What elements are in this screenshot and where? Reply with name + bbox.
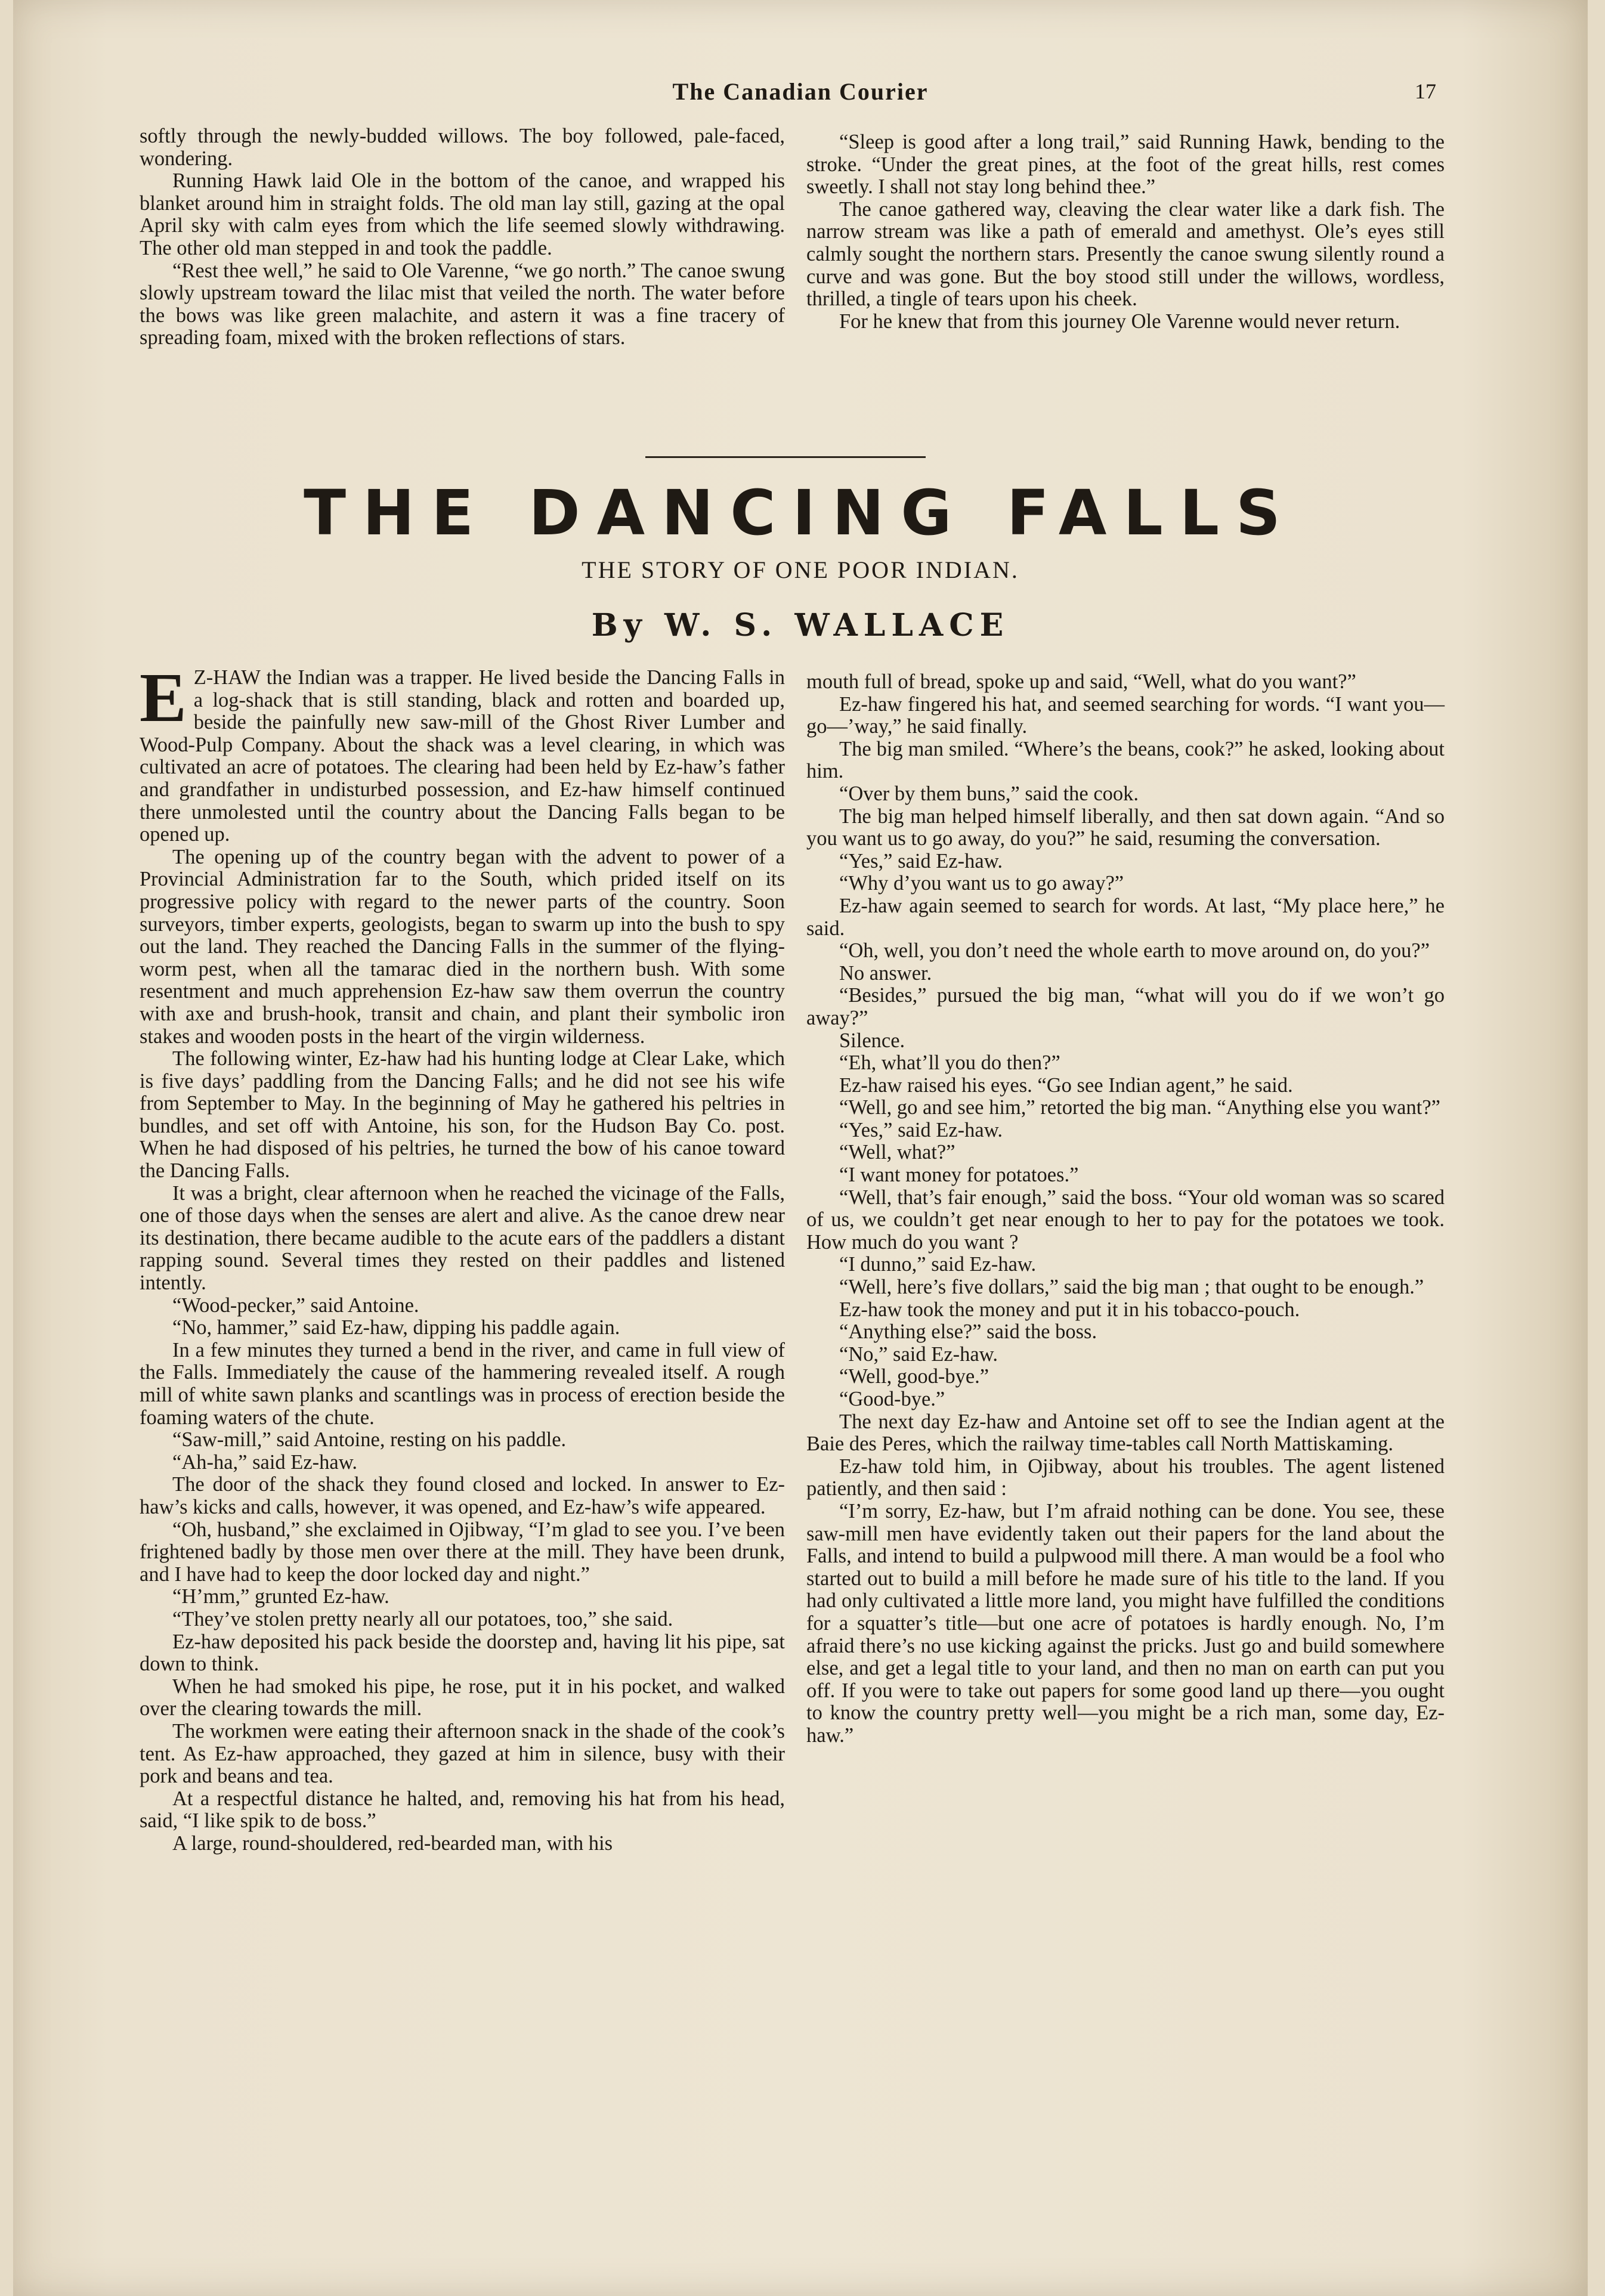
paragraph: The opening up of the country began with the advent to power of a Provincial Administration far to the South, which prided itself on its progressive policy with regard to the newer parts of the country. Soon surveyors, timber experts, geologists, began to swarm up into the bush to spy out the land. They reached the Dancing Falls in the summer of the flying-worm pest, when all the tamarac died in the northern bush. With some resentment and much apprehension Ez-haw saw them overrun the country with axe and brush-hook, transit and chain, and plant their symbolic iron stakes and wooden posts in the heart of the virgin wilderness.: [140, 845, 785, 1048]
paragraph: The next day Ez-haw and Antoine set off to see the Indian agent at the Baie des Peres, which the railway time-tables call North Mattiskaming.: [806, 1410, 1445, 1456]
previous-story-left-column: [140, 125, 785, 349]
paragraph: Ez-haw took the money and put it in his tobacco-pouch.: [839, 1298, 1300, 1321]
paragraph: The workmen were eating their afternoon snack in the shade of the cook’s tent. As Ez-haw approached, they gazed at him in silence, busy with their pork and beans and tea.: [140, 1719, 785, 1788]
drop-cap: E: [140, 658, 187, 737]
paragraph: “Why d’you want us to go away?”: [839, 872, 1124, 895]
paragraph: Ez-haw deposited his pack beside the doorstep and, having lit his pipe, sat down to think.: [140, 1630, 785, 1676]
paragraph: “H’mm,” grunted Ez-haw.: [172, 1585, 389, 1608]
running-header-title: The Canadian Courier: [672, 78, 929, 105]
paragraph: “Sleep is good after a long trail,” said Running Hawk, bending to the stroke. “Under the great pines, at the foot of the great hills, rest comes sweetly. I shall not stay long behind thee.”: [806, 131, 1445, 199]
paragraph: “Ah-ha,” said Ez-haw.: [172, 1450, 358, 1474]
paragraph: The big man smiled. “Where’s the beans, cook?” he asked, looking about him.: [806, 737, 1445, 783]
paragraph: “Wood-pecker,” said Antoine.: [172, 1294, 419, 1317]
paragraph: “Over by them buns,” said the cook.: [839, 782, 1139, 805]
paragraph: “Eh, what’ll you do then?”: [839, 1051, 1060, 1075]
paragraph: At a respectful distance he halted, and, removing his hat from his head, said, “I like spik to de boss.”: [140, 1787, 785, 1833]
paragraph: “Besides,” pursued the big man, “what will you do if we won’t go away?”: [806, 984, 1445, 1029]
paragraph: It was a bright, clear afternoon when he reached the vicinage of the Falls, one of those days when the senses are alert and alive. As the canoe drew near its destination, there became audible to the acute ears of the paddlers a distant rapping sound. Several times they rested on their paddles and listened intently.: [140, 1181, 785, 1295]
paragraph: Ez-haw raised his eyes. “Go see Indian agent,” he said.: [839, 1073, 1293, 1097]
paragraph: Ez-haw told him, in Ojibway, about his troubles. The agent listened patiently, and then said :: [806, 1455, 1445, 1500]
article-subtitle: THE STORY OF ONE POOR INDIAN.: [582, 556, 1019, 583]
paragraph: “No, hammer,” said Ez-haw, dipping his paddle again.: [172, 1316, 620, 1339]
paragraph: The big man helped himself liberally, and then sat down again. “And so you want us to go away, do you?” he said, resuming the conversation.: [806, 804, 1445, 850]
paragraph: mouth full of bread, spoke up and said, “Well, what do you want?”: [806, 670, 1356, 693]
paragraph: The following winter, Ez-haw had his hunting lodge at Clear Lake, which is five days’ paddling from the Dancing Falls; and he did not see his wife from September to May. In the beginning of May he gathered his peltries in bundles, and set off with Antoine, his son, for the Hudson Bay Co. post. When he had disposed of his peltries, he turned the bow of his canoe toward the Dancing Falls.: [140, 1047, 785, 1183]
paragraph: “Well, that’s fair enough,” said the boss. “Your old woman was so scared of us, we couldn’t get near enough to her to pay for the potatoes we took. How much do you want ?: [806, 1186, 1445, 1254]
paragraph: “Anything else?” said the boss.: [839, 1320, 1097, 1344]
previous-story-right-column: [806, 131, 1445, 333]
paragraph: A large, round-shouldered, red-bearded man, with his: [172, 1831, 613, 1855]
paragraph: Ez-haw again seemed to search for words. At last, “My place here,” he said.: [806, 894, 1445, 940]
paragraph: Ez-haw fingered his hat, and seemed searching for words. “I want you—go—’way,” he said finally.: [806, 692, 1445, 738]
article-title: THE DANCING FALLS: [304, 476, 1297, 549]
paragraph: “No,” said Ez-haw.: [839, 1342, 998, 1366]
paragraph: “Oh, husband,” she exclaimed in Ojibway, “I’m glad to see you. I’ve been frightened badly by those men over there at the mill. They have been drunk, and I have had to keep the door locked day and night.”: [140, 1518, 785, 1586]
paragraph: No answer.: [839, 961, 932, 985]
paragraph: The door of the shack they found closed and locked. In answer to Ez-haw’s kicks and calls, however, it was opened, and Ez-haw’s wife appeared.: [140, 1473, 785, 1518]
first-paragraph-text: Z-HAW the Indian was a trapper. He lived beside the Dancing Falls in a log-shack that is still standing, black and rotten and boarded up, beside the painfully new saw-mill of the Ghost River Lumber and Wood-Pulp Company. About the shack was a level clearing, in which was cultivated an acre of potatoes. The clearing had been held by Ez-haw’s father and grandfather in undisturbed possession, and Ez-haw himself continued there unmolested until the country about the Dancing Falls began to be opened up.: [140, 666, 785, 846]
paragraph: “I want money for potatoes.”: [839, 1164, 1079, 1187]
first-paragraph: [140, 658, 785, 846]
paragraph: “They’ve stolen pretty nearly all our potatoes, too,” she said.: [172, 1607, 673, 1630]
paragraph: “Saw-mill,” said Antoine, resting on his paddle.: [172, 1428, 567, 1452]
article-right-column: [806, 671, 1445, 1747]
article-left-column: [140, 658, 785, 1855]
paragraph: “I’m sorry, Ez-haw, but I’m afraid nothing can be done. You see, these saw-mill men have evidently taken out their papers for the land about the Falls, and intend to build a pulpwood mill there. A man would be a fool who started out to build a mill before he made sure of his title to the land. If you had only cultivated a little more land, you might have fulfilled the conditions for a squatter’s title—but one acre of potatoes is hardly enough. No, I’m afraid there’s no use kicking against the pricks. Just go and build somewhere else, and get a legal title to your land, and then no man on earth can put you off. If you were to take out papers for some good land up there—you ought to know the country pretty well—you might be a rich man, some day, Ez-haw.”: [806, 1499, 1445, 1747]
magazine-page: [13, 0, 1588, 2296]
article-byline: By W. S. WALLACE: [591, 607, 1010, 643]
paragraph: “I dunno,” said Ez-haw.: [839, 1253, 1037, 1276]
paragraph: For he knew that from this journey Ole Varenne would never return.: [839, 310, 1400, 333]
paragraph: Silence.: [839, 1029, 905, 1052]
section-divider-rule: [645, 456, 926, 458]
paragraph: “Well, what?”: [839, 1141, 955, 1164]
paragraph: softly through the newly-budded willows. The boy followed, pale-faced, wondering.: [140, 125, 785, 170]
paragraph: “Oh, well, you don’t need the whole earth to move around on, do you?”: [839, 939, 1430, 963]
paragraph: When he had smoked his pipe, he rose, put it in his pocket, and walked over the clearing towards the mill.: [140, 1675, 785, 1721]
paragraph: “Rest thee well,” he said to Ole Varenne, “we go north.” The canoe swung slowly upstream toward the lilac mist that veiled the north. The water before the bows was like green malachite, and astern it was a fine tracery of spreading foam, mixed with the broken reflections of stars.: [140, 259, 785, 349]
paragraph: “Yes,” said Ez-haw.: [839, 1118, 1003, 1141]
paragraph: In a few minutes they turned a bend in the river, and came in full view of the Falls. Immediately the cause of the hammering revealed itself. A rough mill of white sawn planks and scantlings was in process of erection beside the foaming waters of the chute.: [140, 1338, 785, 1429]
paragraph: “Yes,” said Ez-haw.: [839, 849, 1003, 872]
paragraph: “Well, go and see him,” retorted the big man. “Anything else you want?”: [839, 1096, 1440, 1119]
paragraph: “Good-bye.”: [839, 1388, 945, 1410]
page-number: 17: [1415, 79, 1436, 103]
paragraph: The canoe gathered way, cleaving the clear water like a dark fish. The narrow stream was like a path of emerald and amethyst. Ole’s eyes still calmly sought the northern stars. Presently the canoe swung silently round a curve and was gone. But the boy stood still under the willows, wordless, thrilled, a tingle of tears upon his cheek.: [806, 197, 1445, 311]
paragraph: “Well, here’s five dollars,” said the big man ; that ought to be enough.”: [839, 1276, 1424, 1299]
paragraph: Running Hawk laid Ole in the bottom of the canoe, and wrapped his blanket around him in straight folds. The old man lay still, gazing at the opal April sky with calm eyes from which the life seemed slowly withdrawing. The other old man stepped in and took the paddle.: [140, 169, 785, 259]
paragraph: “Well, good-bye.”: [839, 1365, 989, 1388]
